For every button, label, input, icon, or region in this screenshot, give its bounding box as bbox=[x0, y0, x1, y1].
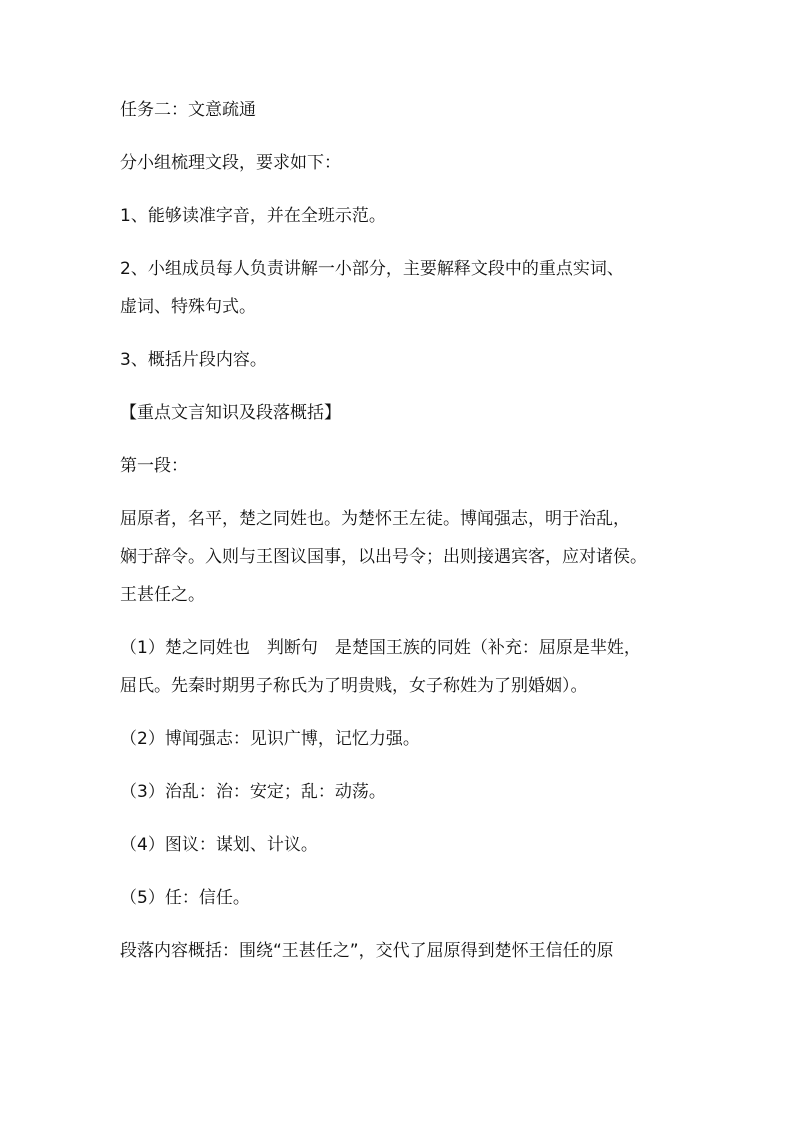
document-page bbox=[120, 100, 690, 994]
passage-line-1: 屈原者，名平，楚之同姓也。为楚怀王左徒。博闻强志，明于治乱， bbox=[120, 509, 630, 529]
section-label-block bbox=[120, 456, 690, 476]
passage-block bbox=[120, 509, 690, 605]
passage-line-2: 娴于辞令。入则与王图议国事，以出号令；出则接遇宾客，应对诸侯。 bbox=[120, 547, 647, 567]
requirement-1 bbox=[120, 206, 690, 226]
intro-text: 分小组梳理文段，要求如下： bbox=[120, 153, 341, 173]
requirement-text-line-1: 2、小组成员每人负责讲解一小部分，主要解释文段中的重点实词、 bbox=[120, 259, 624, 279]
passage-line-3: 王甚任之。 bbox=[120, 585, 205, 605]
section-label: 第一段： bbox=[120, 456, 188, 476]
requirement-2 bbox=[120, 259, 690, 317]
note-text-line-2: 屈氏。先秦时期男子称氏为了明贵贱，女子称姓为了别婚姻）。 bbox=[120, 676, 588, 696]
summary-text: 段落内容概括：围绕“王甚任之”，交代了屈原得到楚怀王信任的原 bbox=[120, 941, 614, 961]
knowledge-heading: 【重点文言知识及段落概括】 bbox=[120, 403, 341, 423]
intro-block bbox=[120, 153, 690, 173]
task-heading: 任务二：文意疏通 bbox=[120, 100, 256, 120]
requirement-text: 3、概括片段内容。 bbox=[120, 350, 267, 370]
note-3 bbox=[120, 782, 690, 802]
note-5 bbox=[120, 888, 690, 908]
note-text: （2）博闻强志：见识广博，记忆力强。 bbox=[120, 729, 420, 749]
note-2 bbox=[120, 729, 690, 749]
note-4 bbox=[120, 835, 690, 855]
note-1 bbox=[120, 638, 690, 696]
note-text: （3）治乱：治：安定；乱：动荡。 bbox=[120, 782, 386, 802]
task-heading-block bbox=[120, 100, 690, 120]
knowledge-heading-block bbox=[120, 403, 690, 423]
summary-block bbox=[120, 941, 690, 961]
note-text-line-1: （1）楚之同姓也 判断句 是楚国王族的同姓（补充：屈原是芈姓， bbox=[120, 638, 641, 658]
requirement-3 bbox=[120, 350, 690, 370]
requirement-text-line-2: 虚词、特殊句式。 bbox=[120, 297, 256, 317]
note-text: （4）图议：谋划、计议。 bbox=[120, 835, 318, 855]
requirement-text: 1、能够读准字音，并在全班示范。 bbox=[120, 206, 386, 226]
note-text: （5）任：信任。 bbox=[120, 888, 250, 908]
